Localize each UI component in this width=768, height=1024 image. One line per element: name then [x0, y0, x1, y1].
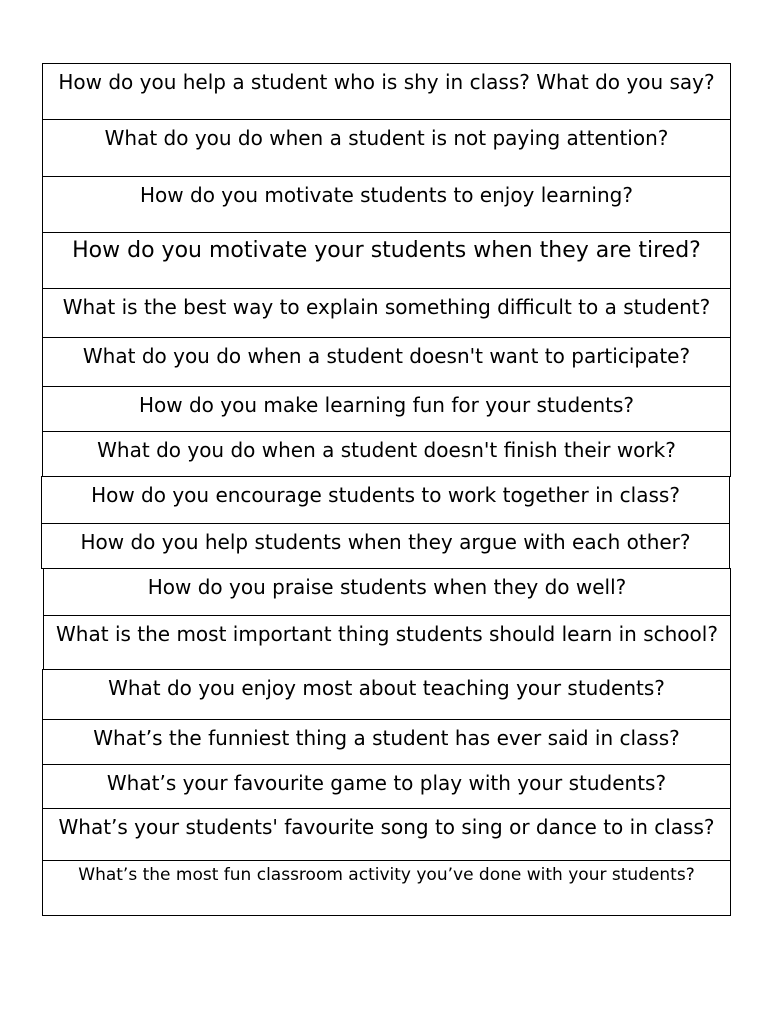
question-card: [42, 119, 731, 177]
question-text: What do you enjoy most about teaching your students?: [108, 676, 665, 700]
question-card: [43, 615, 731, 670]
question-card: [42, 860, 731, 916]
question-text: How do you help a student who is shy in class? What do you say?: [58, 70, 715, 94]
question-card: [42, 232, 731, 289]
question-text: How do you praise students when they do well?: [147, 575, 627, 599]
question-text: What do you do when a student is not paying attention?: [104, 126, 669, 150]
question-text: What do you do when a student doesn't finish their work?: [97, 438, 676, 462]
question-card: [42, 386, 731, 432]
question-text: How do you make learning fun for your students?: [138, 393, 635, 417]
question-card: [41, 523, 730, 569]
question-text: What is the best way to explain something difficult to a student?: [62, 295, 711, 319]
question-text: How do you help students when they argue with each other?: [80, 530, 691, 554]
question-card: [42, 764, 731, 809]
question-card: [42, 337, 731, 387]
question-text: What is the most important thing students should learn in school?: [56, 622, 718, 646]
question-card: [42, 63, 731, 120]
question-text: What do you do when a student doesn't want to participate?: [82, 344, 691, 368]
question-text: What’s the most fun classroom activity you’ve done with your students?: [78, 865, 695, 885]
question-text: How do you motivate students to enjoy learning?: [140, 183, 633, 207]
question-card: [42, 808, 731, 861]
question-card: [41, 476, 730, 524]
question-card: [43, 568, 731, 616]
question-card: [42, 176, 731, 233]
question-text: How do you motivate your students when they are tired?: [72, 238, 701, 263]
question-text: What’s your students' favourite song to sing or dance to in class?: [58, 815, 715, 839]
question-text: What’s your favourite game to play with your students?: [106, 771, 667, 795]
question-card: [42, 719, 731, 765]
question-text: What’s the funniest thing a student has ever said in class?: [93, 726, 680, 750]
question-card: [42, 431, 731, 477]
question-card: [42, 669, 731, 720]
question-card: [42, 288, 731, 338]
question-text: How do you encourage students to work together in class?: [91, 483, 680, 507]
